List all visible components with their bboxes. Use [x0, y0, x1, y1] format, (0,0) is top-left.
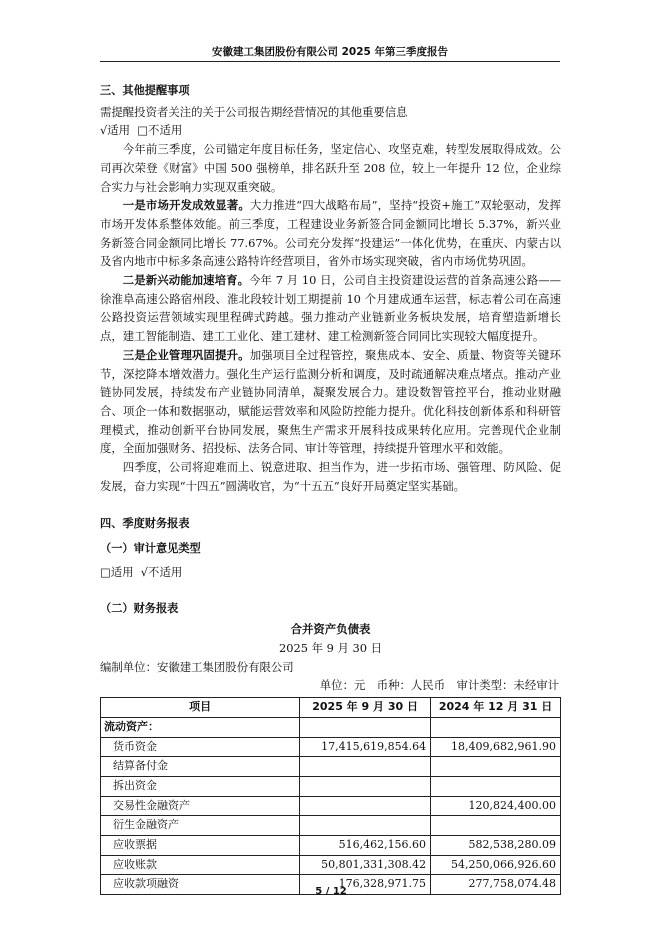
balance-sheet-table	[100, 697, 561, 895]
table-row	[101, 836, 561, 856]
row-value-prior	[431, 816, 561, 836]
audit-applicability-checkboxes	[100, 563, 561, 582]
header-divider	[100, 61, 560, 62]
row-value-prior	[431, 776, 561, 796]
row-value-prior: 582,538,280.09	[431, 836, 561, 856]
check-applicable: √适用	[100, 123, 131, 138]
row-item-label: 应收票据	[101, 836, 300, 856]
section-heading-other-reminders: 三、其他提醒事项	[100, 84, 190, 97]
check-not-applicable: □不适用	[137, 123, 183, 138]
row-value-prior	[431, 757, 561, 777]
row-value-prior: 54,250,066,926.60	[431, 855, 561, 875]
applicability-checkboxes	[100, 121, 561, 140]
table-row	[101, 796, 561, 816]
paragraph-new-momentum-text: 今年 7 月 10 日，公司自主投资建设运营的首条高速公路——徐淮阜高速公路宿州段、淮北段较计划工期提前 10 个月建成通车运营，标志着公司在高速公路投资运营领域实现里程碑式跨越。强力推动产业链新业务板块发展，培育塑造新增长点，建工智能制造、建工工业化、建工建材、建工检测新签合同同比实现较大幅度提升。	[100, 273, 561, 344]
audit-check-applicable: □适用	[100, 564, 134, 579]
table-group-row	[101, 717, 561, 737]
table-row	[101, 855, 561, 875]
table-row	[101, 737, 561, 757]
row-item-label: 衍生金融资产	[101, 816, 300, 836]
paragraph-management-lead: 三是企业管理巩固提升。	[122, 347, 250, 362]
column-header-prior: 2024 年 12 月 31 日	[431, 698, 561, 718]
row-value-current	[300, 816, 431, 836]
row-item-label: 应收账款	[101, 855, 300, 875]
balance-sheet-prepared-by: 编制单位：安徽建工集团股份有限公司	[100, 659, 294, 674]
paragraph-outlook: 四季度，公司将迎难而上、锐意进取、担当作为，进一步拓市场、强管理、防风险、促发展，奋力实现“十四五”圆满收官，为“十五五”良好开局奠定坚实基础。	[100, 460, 561, 493]
paragraph-market-lead: 一是市场开发成效显著。	[122, 198, 250, 213]
row-value-current: 17,415,619,854.64	[300, 737, 431, 757]
row-item-label: 交易性金融资产	[101, 796, 300, 816]
row-item-label: 货币资金	[101, 737, 300, 757]
column-header-item: 项目	[101, 698, 300, 718]
subheading-audit-opinion: （一）审计意见类型	[100, 542, 201, 556]
subheading-financial-statements: （二）财务报表	[100, 601, 179, 615]
row-value-current: 516,462,156.60	[300, 836, 431, 856]
page-number: 5 / 12	[315, 886, 347, 897]
audit-check-not-applicable: √不适用	[140, 564, 183, 579]
paragraph-overview: 今年前三季度，公司锚定年度目标任务，坚定信心、攻坚克难，转型发展取得成效。公司再次荣登《财富》中国 500 强榜单，排名跃升至 208 位，较上一年提升 12 位，企业综合实力与社会影响力实现双重突破。	[100, 142, 561, 194]
section-intro: 需提醒投资者关注的关于公司报告期经营情况的其他重要信息	[100, 104, 408, 119]
paragraph-new-momentum-lead: 二是新兴动能加速培育。	[122, 273, 250, 288]
balance-sheet-date: 2025 年 9 月 30 日	[278, 640, 382, 655]
row-value-prior: 120,824,400.00	[431, 796, 561, 816]
row-value-current	[300, 776, 431, 796]
section-heading-financial-statements: 四、季度财务报表	[100, 517, 190, 531]
table-cell	[431, 717, 561, 737]
table-cell	[300, 717, 431, 737]
report-body	[100, 82, 561, 895]
table-row	[101, 757, 561, 777]
row-item-label: 结算备付金	[101, 757, 300, 777]
row-value-prior: 18,409,682,961.90	[431, 737, 561, 757]
row-value-current	[300, 757, 431, 777]
balance-sheet-title: 合并资产负债表	[290, 622, 371, 637]
row-value-prior: 277,758,074.48	[431, 875, 561, 895]
table-row	[101, 816, 561, 836]
row-item-label: 拆出资金	[101, 776, 300, 796]
paragraph-new-momentum	[100, 271, 561, 346]
row-value-current: 50,801,331,308.42	[300, 855, 431, 875]
balance-sheet-units: 单位：元 币种：人民币 审计类型：未经审计	[319, 678, 559, 693]
paragraph-market-text: 大力推进“四大战略布局”，坚持“投资+施工”双轮驱动，发挥市场开发体系整体效能。前三季度，工程建设业务新签合同金额同比增长 5.37%，新兴业务新签合同金额同比增长 77.67%。公司充分发挥“投建运”一体化优势，在重庆、内蒙古以及省内地市中标多条高速公路特许经营项目，省外市场实现突破，省内市场优势巩固。	[100, 198, 561, 269]
row-item-label: 应收款项融资	[101, 875, 300, 895]
report-header-title: 安徽建工集团股份有限公司 2025 年第三季度报告	[211, 46, 449, 58]
group-label-current-assets: 流动资产：	[101, 717, 300, 737]
paragraph-management-text: 加强项目全过程管控，聚焦成本、安全、质量、物资等关键环节，深挖降本增效潜力。强化生产运行监测分析和调度，及时疏通解决难点堵点。推动产业链协同发展，持续发布产业链协同清单，凝聚发展合力。建设数智管控平台，推动业财融合、项企一体和数据驱动，赋能运营效率和风险防控能力提升。优化科技创新体系和科研管理模式，推动创新平台协同发展，聚焦生产需求开展科技成果转化应用。完善现代企业制度，全面加强财务、招投标、法务合同、审计等管理，持续提升管理水平和效能。	[100, 347, 561, 456]
paragraph-management	[100, 346, 561, 458]
table-header-row	[101, 698, 561, 718]
paragraph-market	[100, 196, 561, 271]
row-value-current	[300, 796, 431, 816]
column-header-current: 2025 年 9 月 30 日	[300, 698, 431, 718]
row-value-current: 176,328,971.75	[300, 875, 431, 895]
table-row	[101, 776, 561, 796]
